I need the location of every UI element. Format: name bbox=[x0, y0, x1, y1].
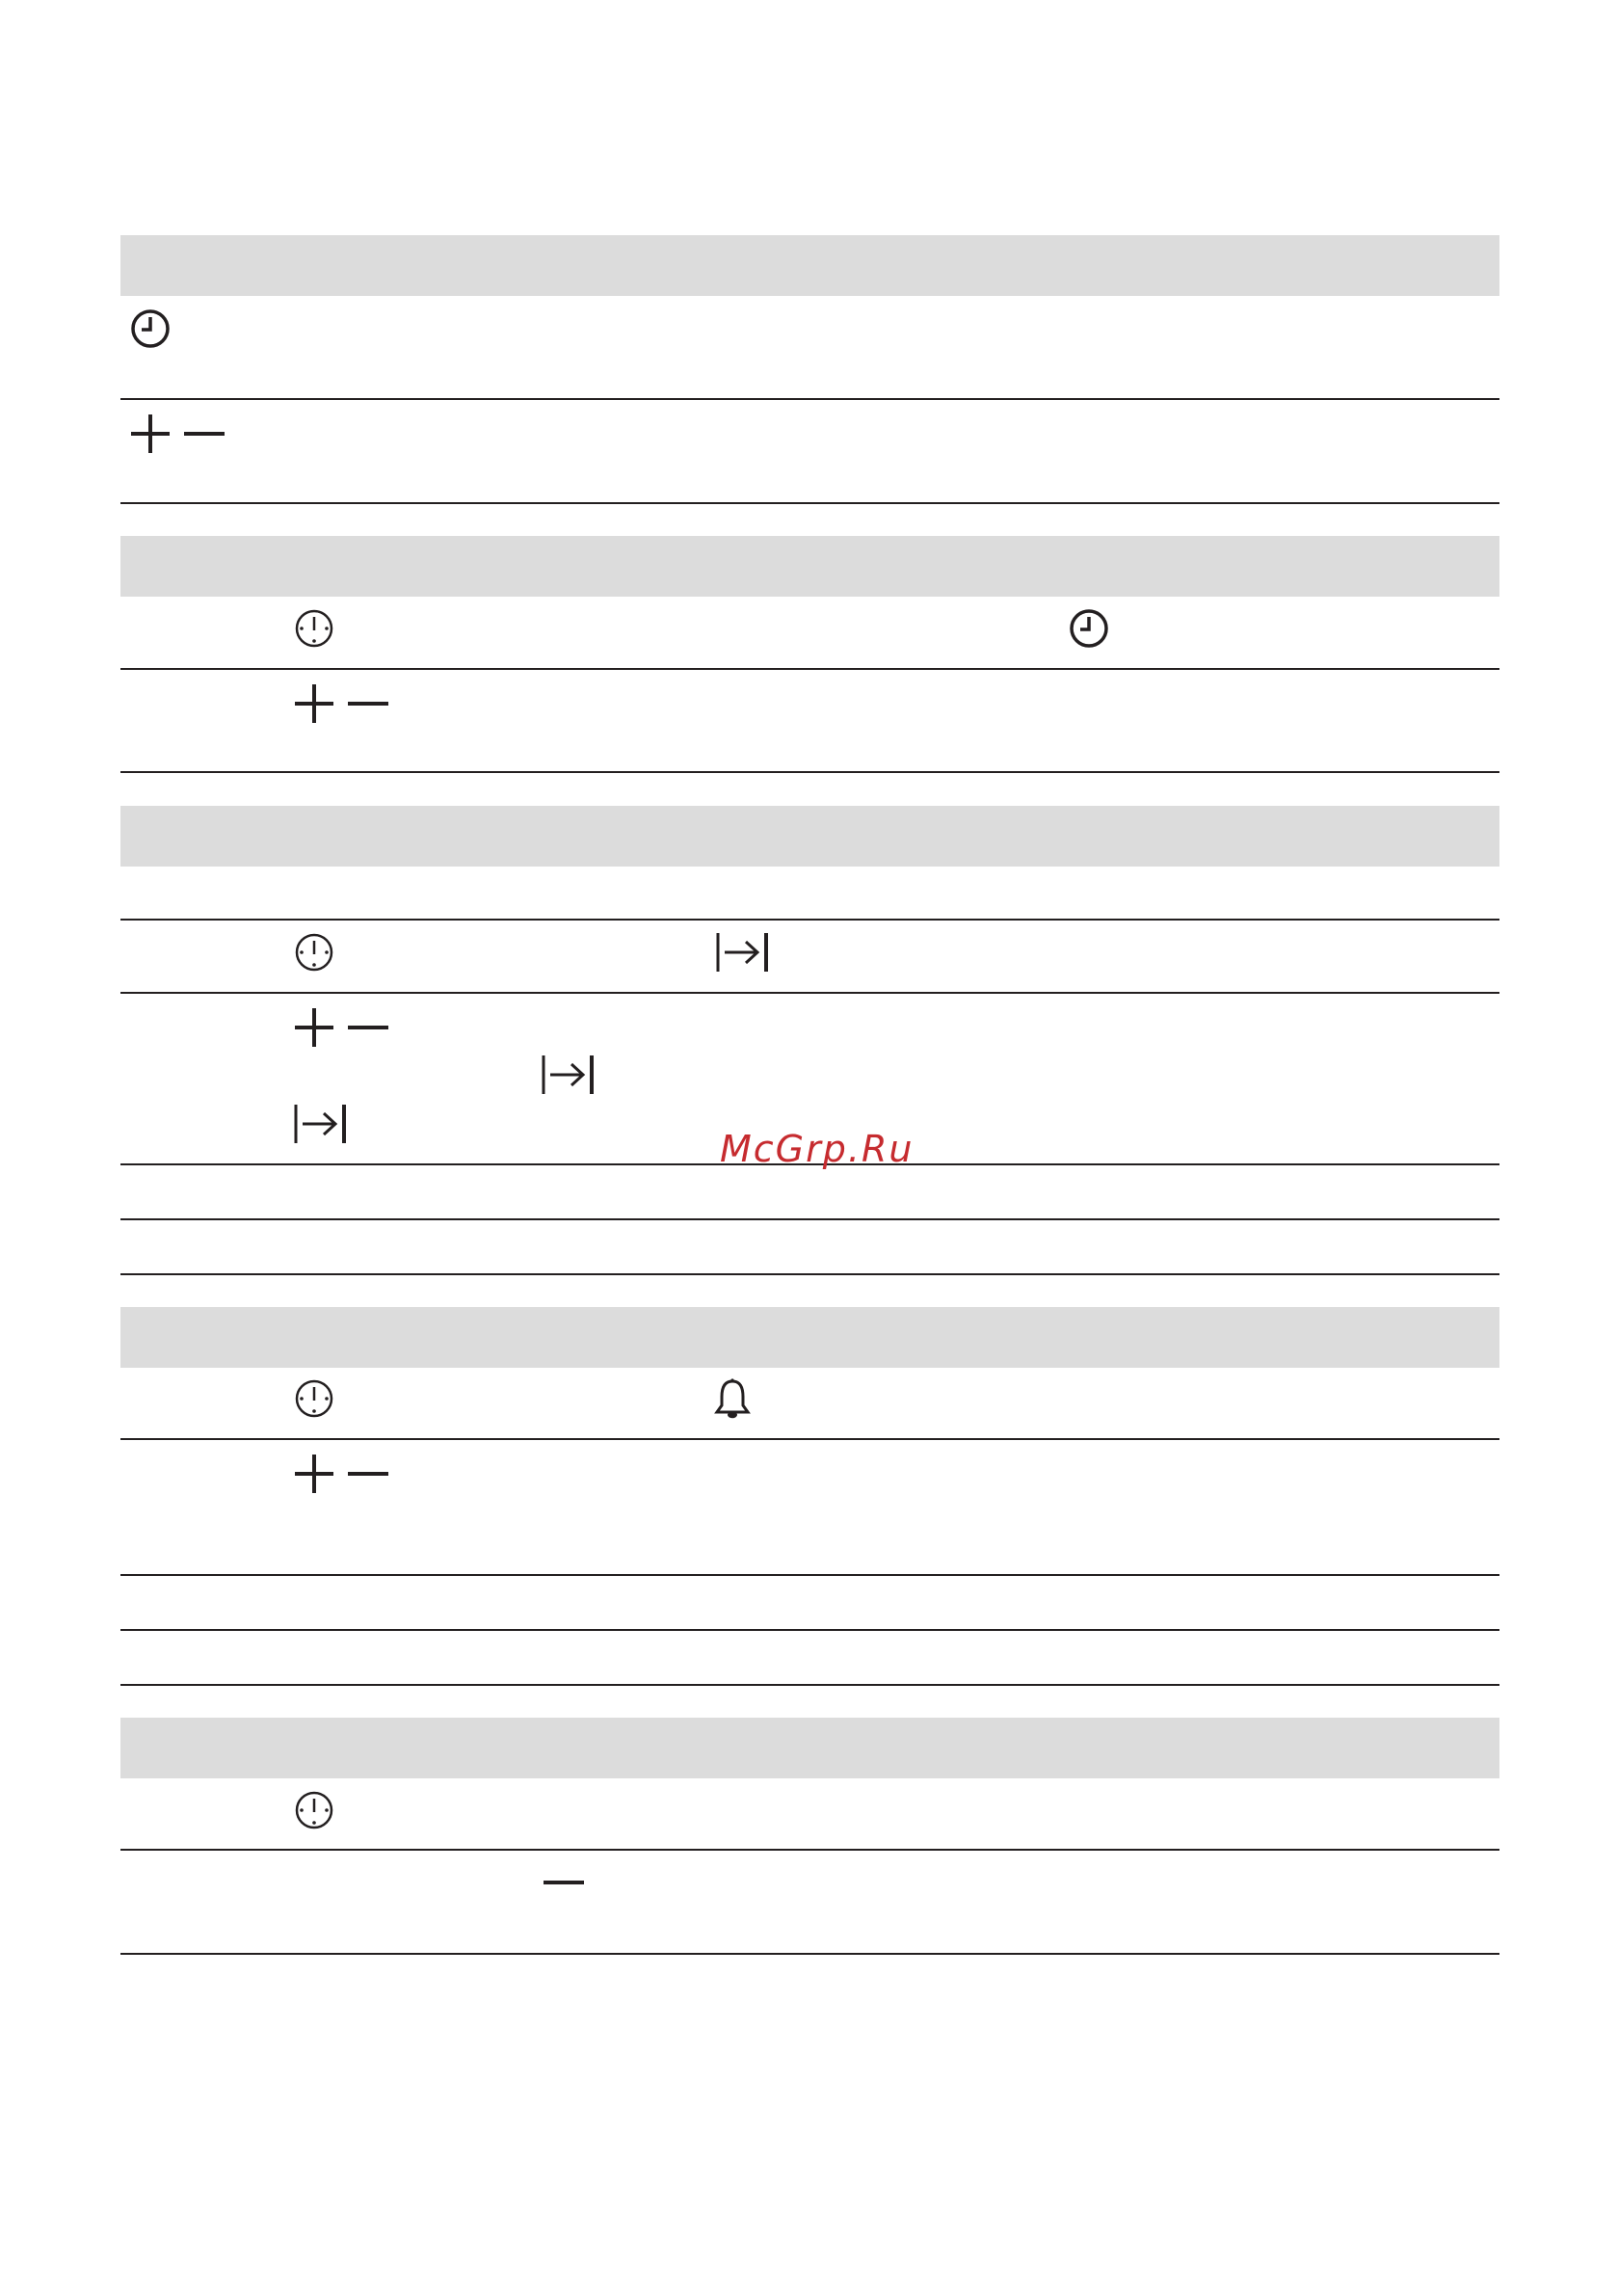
row-divider bbox=[120, 1849, 1499, 1851]
row-divider bbox=[120, 502, 1499, 504]
row-divider bbox=[120, 1684, 1499, 1686]
plus-icon bbox=[129, 413, 172, 455]
end-time-icon bbox=[715, 931, 769, 974]
row-divider bbox=[120, 668, 1499, 670]
row-divider bbox=[120, 1273, 1499, 1275]
row-divider bbox=[120, 1953, 1499, 1955]
section-header-band bbox=[120, 536, 1499, 597]
clock-set-icon bbox=[129, 307, 172, 350]
minus-icon bbox=[543, 1879, 585, 1886]
timer-icon bbox=[293, 607, 335, 650]
row-divider bbox=[120, 398, 1499, 400]
row-divider bbox=[120, 919, 1499, 921]
timer-icon bbox=[293, 931, 335, 974]
row-divider bbox=[120, 1438, 1499, 1440]
section-header-band bbox=[120, 1307, 1499, 1368]
bell-icon bbox=[713, 1377, 752, 1420]
row-divider bbox=[120, 992, 1499, 994]
plus-icon bbox=[293, 1453, 335, 1495]
end-time-icon bbox=[541, 1054, 595, 1096]
minus-icon bbox=[183, 430, 225, 438]
section-header-band bbox=[120, 235, 1499, 296]
row-divider bbox=[120, 771, 1499, 773]
timer-icon bbox=[293, 1789, 335, 1831]
minus-icon bbox=[347, 1470, 389, 1478]
row-divider bbox=[120, 1218, 1499, 1220]
minus-icon bbox=[347, 700, 389, 707]
minus-icon bbox=[347, 1024, 389, 1031]
watermark-text: McGrp.Ru bbox=[720, 1128, 915, 1170]
plus-icon bbox=[293, 1006, 335, 1049]
timer-icon bbox=[293, 1377, 335, 1420]
end-time-icon bbox=[293, 1103, 347, 1145]
row-divider bbox=[120, 1629, 1499, 1631]
section-header-band bbox=[120, 806, 1499, 867]
plus-icon bbox=[293, 682, 335, 725]
section-header-band bbox=[120, 1718, 1499, 1778]
row-divider bbox=[120, 1574, 1499, 1576]
clock-set-icon bbox=[1068, 607, 1110, 650]
